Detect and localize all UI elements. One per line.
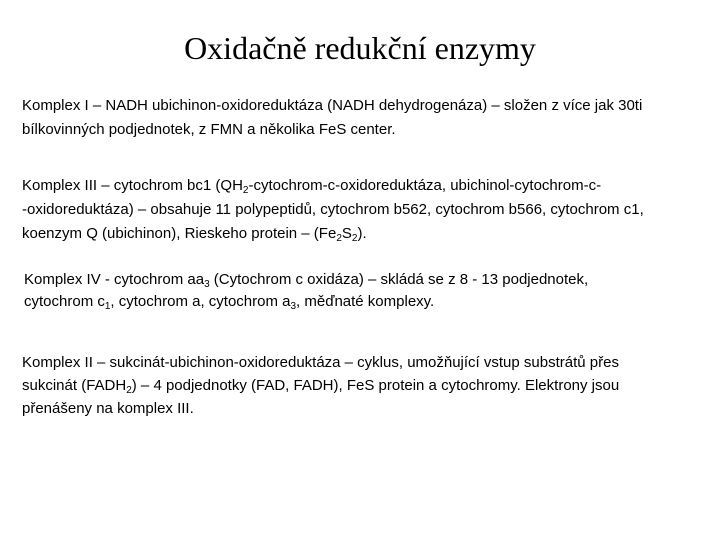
text-segment: ) – 4 podjednotky (FAD, FADH), FeS protein a cytochromy. Elektrony jsou [131,377,620,394]
text-segment: ). [357,225,367,242]
komplex-4-line [24,270,588,290]
subscript: 2 [126,385,132,396]
subscript: 2 [351,233,358,244]
subscript: 3 [290,301,297,312]
text-segment: (Cytochrom c oxidáza) – skládá se z 8 - 13 podjednotek, [209,271,589,288]
text-segment: , cytochrom a, cytochrom a [110,293,291,310]
subscript: 1 [104,301,111,312]
text-segment: koenzym Q (ubichinon), Rieskeho protein – (Fe [22,225,337,242]
komplex-3-line [22,200,644,220]
komplex-4-line [24,292,434,312]
text-segment: , měďnaté komplexy. [296,293,435,310]
text-segment: S [341,225,352,242]
komplex-1-line [22,120,396,140]
text-segment: sukcinát (FADH [22,377,127,394]
text-segment: Komplex III – cytochrom bc1 (QH [22,177,243,194]
komplex-3-line [22,176,601,196]
text-segment: -oxidoreduktáza) – obsahuje 11 polypeptidů, cytochrom b562, cytochrom b566, cytochrom c1, [22,201,644,218]
text-segment: -cytochrom-c-oxidoreduktáza, ubichinol-cytochrom-c- [248,177,602,194]
komplex-1-line [22,96,642,116]
text-segment: Komplex IV - cytochrom aa [24,271,205,288]
text-segment: přenášeny na komplex III. [22,400,194,417]
subscript: 2 [336,233,342,244]
komplex-2-line [22,376,619,396]
komplex-3-line [22,224,367,244]
text-segment: cytochrom c [24,293,105,310]
komplex-2-line [22,353,619,373]
text-segment: Komplex I – NADH ubichinon-oxidoreduktáza (NADH dehydrogenáza) – složen z více jak 30ti [22,97,643,114]
slide-title: Oxidačně redukční enzymy [184,30,536,66]
text-segment: Komplex II – sukcinát-ubichinon-oxidoreduktáza – cyklus, umožňující vstup substrátů přes [22,354,619,371]
komplex-2-line [22,399,194,419]
text-segment: bílkovinných podjednotek, z FMN a několika FeS center. [22,121,396,138]
subscript: 3 [204,279,210,290]
subscript: 2 [242,185,249,196]
